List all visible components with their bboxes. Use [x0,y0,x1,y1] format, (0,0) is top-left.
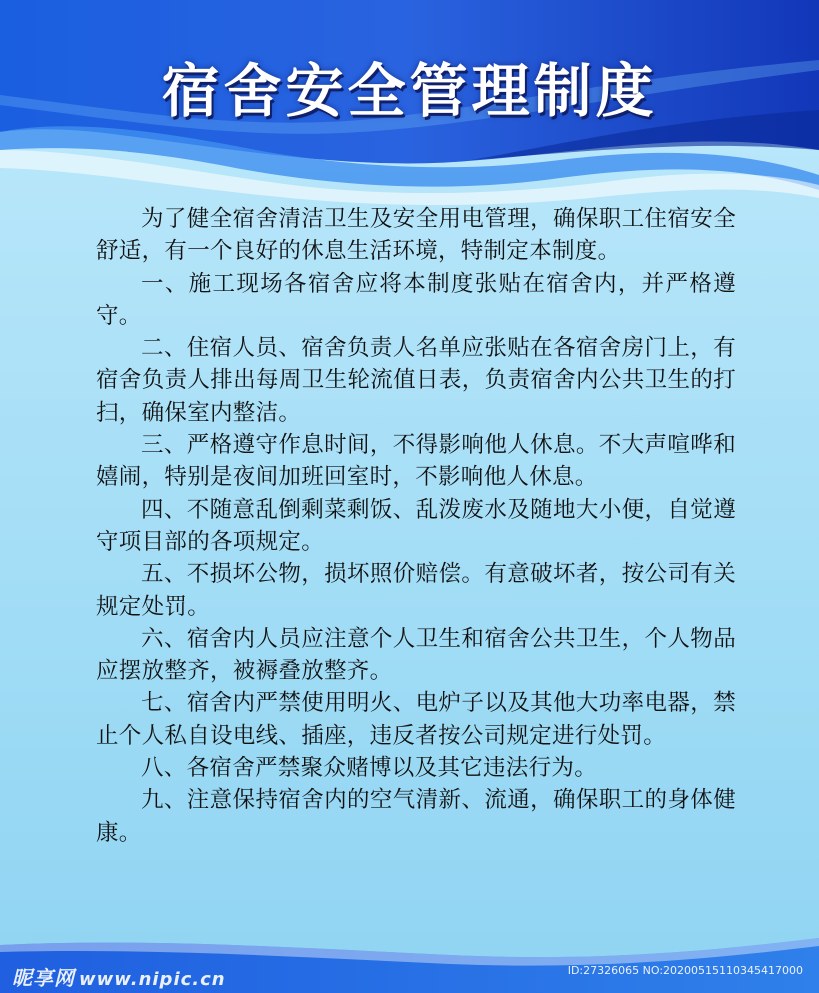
intro-paragraph: 为了健全宿舍清洁卫生及安全用电管理，确保职工住宿安全舒适，有一个良好的休息生活环境，特制定本制度。 [96,206,736,265]
rule-paragraph: 八、各宿舍严禁聚众赌博以及其它违法行为。 [141,755,598,782]
watermark-id: ID:27326065 NO:20200515110345417000 [567,964,803,977]
rule-paragraph: 五、不损坏公物，损坏照价赔偿。有意破坏者，按公司有关规定处罚。 [96,561,736,620]
watermark-brand [12,962,226,991]
rule-paragraph: 四、不随意乱倒剩菜剩饭、乱泼废水及随地大小便，自觉遵守项目部的各项规定。 [96,496,736,555]
rule-paragraph: 一、施工现场各宿舍应将本制度张贴在宿舍内，并严格遵守。 [96,270,736,329]
rule-paragraph: 九、注意保持宿舍内的空气清新、流通，确保职工的身体健康。 [96,787,736,846]
watermark-brand-name: 昵享网 [12,966,75,990]
rule-paragraph: 二、住宿人员、宿舍负责人名单应张贴在各宿舍房门上，有宿舍负责人排出每周卫生轮流值日表，负责宿舍内公共卫生的打扫，确保室内整洁。 [96,335,736,426]
rule-paragraph: 七、宿舍内严禁使用明火、电炉子以及其他大功率电器，禁止个人私自设电线、插座，违反者按公司规定进行处罚。 [96,690,736,749]
rule-paragraph: 六、宿舍内人员应注意个人卫生和宿舍公共卫生，个人物品应摆放整齐，被褥叠放整齐。 [96,625,736,685]
watermark-url: www.nipic.cn [79,969,226,990]
rules-content [96,203,736,849]
page-title: 宿舍安全管理制度 [161,57,658,125]
rule-paragraph: 三、严格遵守作息时间，不得影响他人休息。不大声喧哗和嬉闹，特别是夜间加班回室时，不影响他人休息。 [96,432,736,491]
